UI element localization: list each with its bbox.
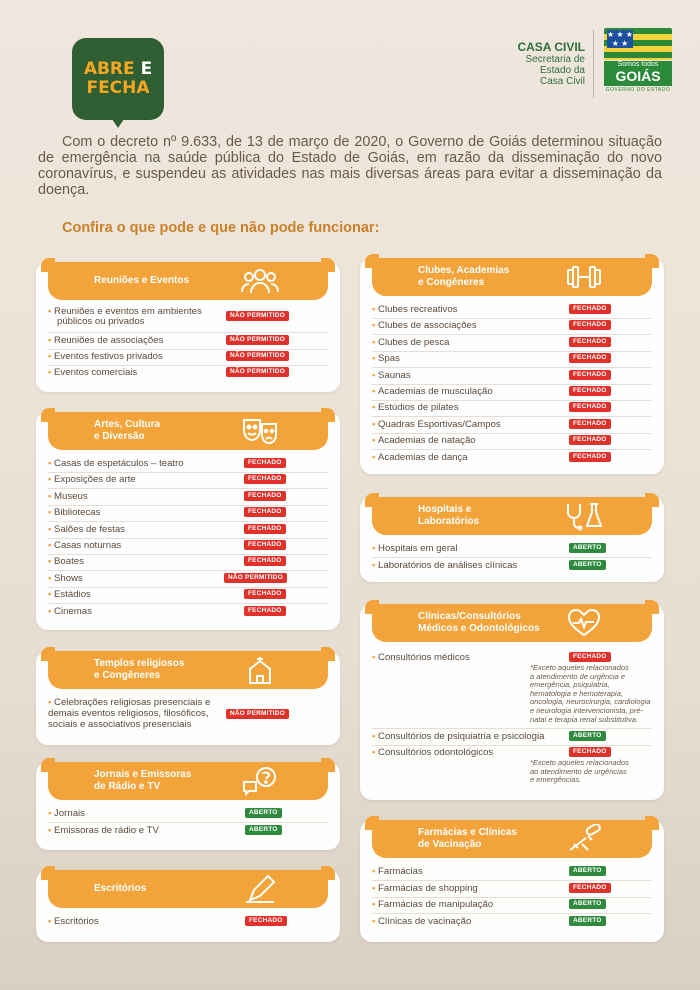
status-badge: NÃO PERMITIDO [226, 351, 289, 361]
goias-government-logo: ★ ★ ★ ★ ★ Somos todos GOIÁS GOVERNO DO ESTADO [605, 30, 671, 93]
list-item: • Saunas FECHADO [372, 368, 652, 385]
list-item: • Escritórios FECHADO [48, 914, 328, 930]
status-badge: FECHADO [569, 652, 611, 662]
status-badge: FECHADO [569, 353, 611, 363]
status-badge: NÃO PERMITIDO [224, 573, 287, 583]
list-item: • Consultórios médicos FECHADO *Exceto aqueles relacionados a atendimento de urgência e emergência, psiquiatria, hematologia e hemoterapia, oncologia, neurocirurgia, cardiologia e neurologia intervencionista, pré- natal e terapia renal substitutiva. [372, 650, 652, 729]
dumbbell-icon [564, 262, 604, 292]
card-title: Reuniões e Eventos [94, 275, 190, 286]
section-subtitle: Confira o que pode e que não pode funcionar: [62, 220, 380, 236]
theater-masks-icon [240, 416, 280, 446]
card-artes-cultura [36, 412, 340, 630]
card-header [372, 820, 652, 858]
list-item: • Clubes de pesca FECHADO [372, 335, 652, 352]
list-item: • Estúdios de pilates FECHADO [372, 400, 652, 417]
card-clinicas-consultorios [360, 604, 664, 800]
card-templos-religiosos [36, 651, 340, 745]
status-badge: FECHADO [244, 540, 286, 550]
status-badge: FECHADO [244, 606, 286, 616]
card-title: Hospitais e Laboratórios [418, 504, 480, 527]
church-icon [240, 655, 280, 685]
list-item: • Estádios FECHADO [48, 587, 328, 604]
stars-icon: ★ ★ ★ ★ ★ [607, 30, 633, 48]
list-item: • Academias de dança FECHADO [372, 450, 652, 466]
footnote: *Exceto aqueles relacionados ao atendimento de urgências e emergências. [530, 758, 629, 785]
chat-bubbles-icon [240, 766, 280, 796]
footnote: *Exceto aqueles relacionados a atendimento de urgência e emergência, psiquiatria, hematologia e hemoterapia, oncologia, neurocirurgia, cardiologia e neurologia intervencionista, pré- natal e terapia renal substitutiva. [530, 663, 651, 724]
card-clubes-academias [360, 258, 664, 474]
status-badge: ABERTO [569, 916, 606, 926]
status-badge: FECHADO [569, 370, 611, 380]
card-hospitais-laboratorios [360, 497, 664, 582]
status-badge: ABERTO [569, 899, 606, 909]
list-item: • Academias de musculação FECHADO [372, 384, 652, 401]
status-badge: FECHADO [244, 589, 286, 599]
list-item: • Jornais ABERTO [48, 806, 328, 823]
list-item: • Museus FECHADO [48, 489, 328, 506]
status-badge: FECHADO [569, 337, 611, 347]
list-item: • Eventos comerciais NÃO PERMITIDO [48, 365, 328, 381]
status-badge: FECHADO [244, 556, 286, 566]
list-item: • Farmácias ABERTO [372, 864, 652, 881]
list-item: • Farmácias de manipulação ABERTO [372, 897, 652, 914]
list-item: • Farmácias de shopping FECHADO [372, 881, 652, 898]
list-item: • Emissoras de rádio e TV ABERTO [48, 823, 328, 839]
card-header [48, 262, 328, 300]
list-item: • Cinemas FECHADO [48, 604, 328, 620]
list-item: • Eventos festivos privados NÃO PERMITIDO [48, 349, 328, 366]
status-badge: ABERTO [569, 560, 606, 570]
casa-civil-title: CASA CIVIL [517, 40, 585, 54]
stethoscope-flask-icon [564, 501, 604, 531]
list-item: • Boates FECHADO [48, 554, 328, 571]
card-title: Templos religiosos e Congêneres [94, 658, 185, 681]
status-badge: FECHADO [569, 747, 611, 757]
card-escritorios [36, 870, 340, 942]
card-title: Clínicas/Consultórios Médicos e Odontológicos [418, 611, 540, 634]
pen-icon [240, 874, 280, 904]
status-badge: FECHADO [244, 491, 286, 501]
list-item: • Consultórios odontológicos FECHADO *Exceto aqueles relacionados ao atendimento de urgências e emergências. [372, 745, 652, 787]
casa-civil-subtitle: Secretaria de Estado da Casa Civil [525, 54, 585, 87]
status-badge: FECHADO [244, 507, 286, 517]
heart-pulse-icon [564, 608, 604, 638]
card-header [48, 412, 328, 450]
status-badge: ABERTO [569, 543, 606, 553]
card-header [48, 651, 328, 689]
card-jornais-emissoras [36, 762, 340, 850]
intro-paragraph: Com o decreto nº 9.633, de 13 de março de 2020, o Governo de Goiás determinou situação de emergência na saúde pública do Estado de Goiás, em razão da disseminação do novo coronavírus, e suspendeu as atividades nas mais diversas áreas para evitar a disseminação da doença. [38, 134, 662, 198]
people-icon [240, 266, 280, 296]
card-title: Artes, Cultura e Diversão [94, 419, 161, 442]
list-item: • Hospitais em geral ABERTO [372, 541, 652, 558]
list-item: • Clubes de associações FECHADO [372, 318, 652, 335]
card-header [48, 870, 328, 908]
status-badge: FECHADO [569, 304, 611, 314]
status-badge: FECHADO [244, 524, 286, 534]
list-item: • Bibliotecas FECHADO [48, 505, 328, 522]
card-header [372, 258, 652, 296]
card-header [48, 762, 328, 800]
list-item: • Consultórios de psiquiatria e psicologia ABERTO [372, 729, 652, 746]
card-header [372, 604, 652, 642]
status-badge: ABERTO [245, 825, 282, 835]
header-divider [593, 30, 594, 98]
status-badge: FECHADO [569, 435, 611, 445]
card-header [372, 497, 652, 535]
status-badge: FECHADO [569, 883, 611, 893]
list-item: • Spas FECHADO [372, 351, 652, 368]
status-badge: ABERTO [569, 866, 606, 876]
status-badge: FECHADO [244, 458, 286, 468]
status-badge: NÃO PERMITIDO [226, 367, 289, 377]
list-item: • Clínicas de vacinação ABERTO [372, 914, 652, 930]
status-badge: ABERTO [569, 731, 606, 741]
status-badge: FECHADO [244, 474, 286, 484]
status-badge: FECHADO [569, 386, 611, 396]
list-item: • Exposições de arte FECHADO [48, 472, 328, 489]
card-farmacias-vacinacao [360, 820, 664, 942]
status-badge: ABERTO [245, 808, 282, 818]
card-title: Clubes, Academias e Congêneres [418, 265, 510, 288]
list-item: • Salões de festas FECHADO [48, 522, 328, 539]
status-badge: NÃO PERMITIDO [226, 311, 289, 321]
list-item: • Reuniões e eventos em ambientes públicos ou privados NÃO PERMITIDO [48, 304, 328, 333]
list-item: • Shows NÃO PERMITIDO [48, 571, 328, 588]
list-item: • Clubes recreativos FECHADO [372, 302, 652, 319]
syringe-pill-icon [564, 824, 604, 854]
card-title: Farmácias e Clínicas de Vacinação [418, 827, 517, 850]
status-badge: FECHADO [569, 320, 611, 330]
list-item: • Celebrações religiosas presenciais e demais eventos religiosos, filosóficos, sociais e associativos presenciais NÃO PERMITIDO [48, 695, 328, 735]
status-badge: FECHADO [569, 402, 611, 412]
status-badge: NÃO PERMITIDO [226, 335, 289, 345]
status-badge: FECHADO [569, 452, 611, 462]
status-badge: FECHADO [245, 916, 287, 926]
card-title: Jornais e Emissoras de Rádio e TV [94, 769, 192, 792]
list-item: • Reuniões de associações NÃO PERMITIDO [48, 333, 328, 350]
card-title: Escritórios [94, 883, 147, 894]
card-reunioes-eventos [36, 262, 340, 392]
list-item: • Laboratórios de análises clínicas ABERTO [372, 558, 652, 574]
logo-abre-e-fecha: ABRE E FECHA [83, 59, 153, 98]
list-item: • Casas de espetáculos – teatro FECHADO [48, 456, 328, 473]
list-item: • Academias de natação FECHADO [372, 433, 652, 450]
list-item: • Quadras Esportivas/Campos FECHADO [372, 417, 652, 434]
status-badge: FECHADO [569, 419, 611, 429]
status-badge: NÃO PERMITIDO [226, 709, 289, 719]
list-item: • Casas noturnas FECHADO [48, 538, 328, 555]
